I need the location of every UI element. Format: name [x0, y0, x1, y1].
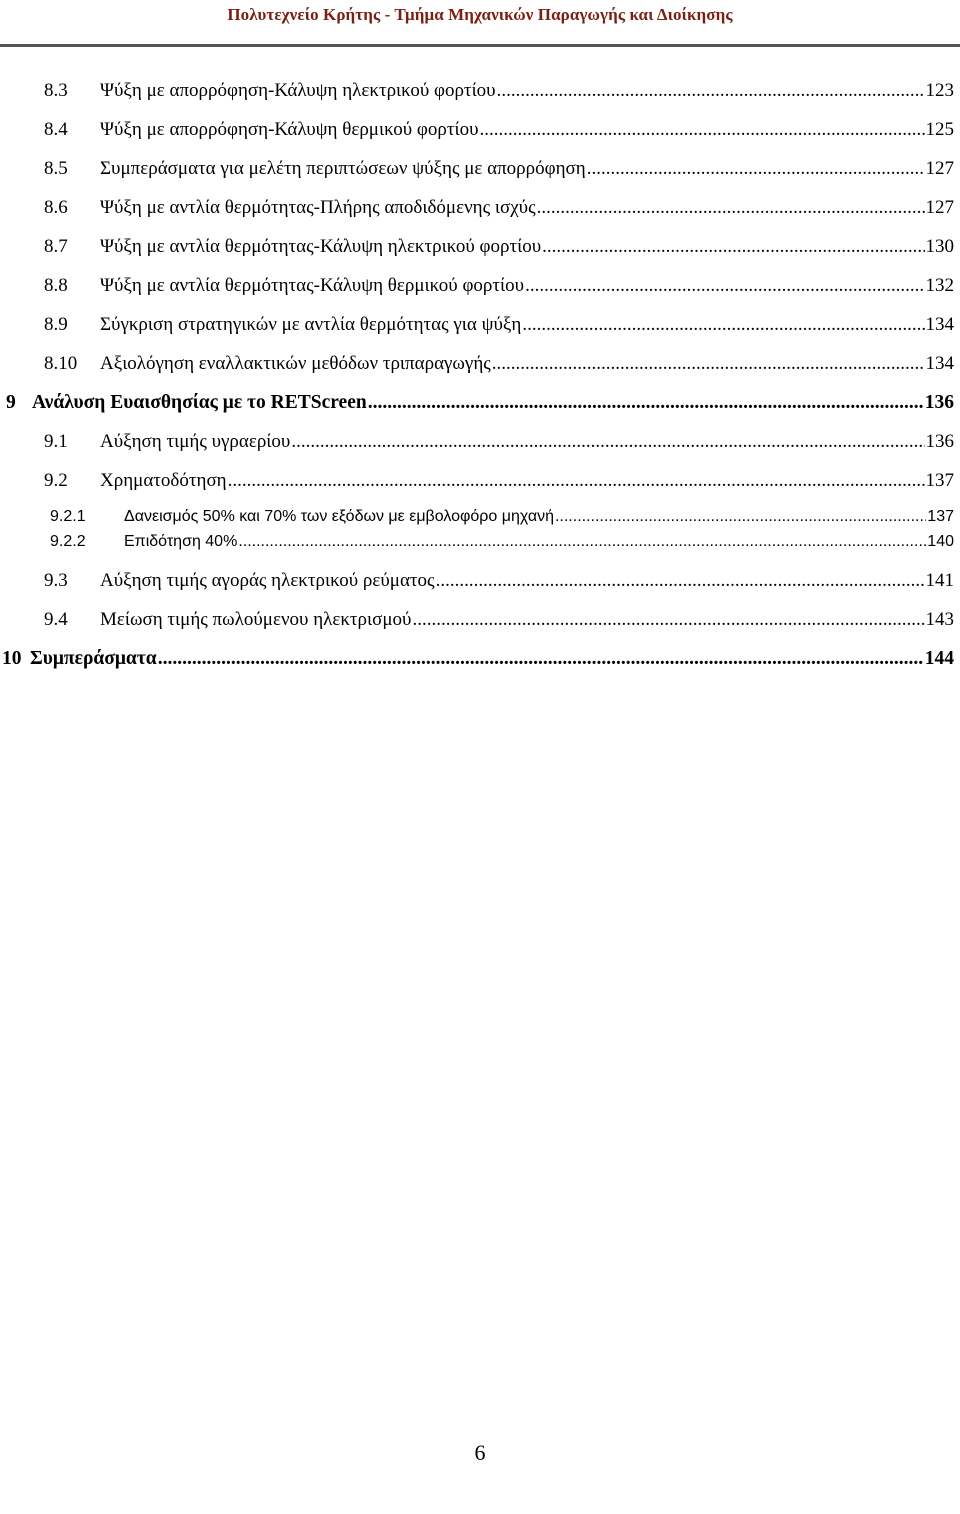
toc-subsection-entry[interactable] [50, 508, 954, 530]
toc-entry-number: 10 [2, 648, 22, 669]
toc-entry[interactable] [44, 236, 954, 260]
toc-entry-label: Επιδότηση 40% [124, 533, 238, 550]
toc-entry-number: 8.7 [44, 236, 68, 257]
toc-entry-number: 8.6 [44, 197, 68, 218]
toc-entry-label: Αξιολόγηση εναλλακτικών μεθόδων τριπαραγωγής [100, 353, 491, 374]
toc-leader-dots [537, 197, 925, 219]
toc-entry-number: 9.4 [44, 609, 68, 630]
toc-entry-label: Ανάλυση Ευαισθησίας με το RETScreen [32, 392, 367, 413]
toc-entry-label: Σύγκριση στρατηγικών με αντλία θερμότητας για ψύξη [100, 314, 522, 335]
toc-entry-page: 127 [925, 197, 954, 218]
toc-leader-dots [291, 431, 924, 453]
toc-entry[interactable] [44, 119, 954, 143]
toc-chapter-entry[interactable] [2, 648, 954, 672]
toc-entry-label: Συμπεράσματα για μελέτη περιπτώσεων ψύξης με απορρόφηση [100, 158, 586, 179]
toc-entry-number: 8.3 [44, 80, 68, 101]
toc-entry-label: Χρηματοδότηση [100, 470, 227, 491]
header-title: Πολυτεχνείο Κρήτης - Τμήμα Μηχανικών Παραγωγής και Διοίκησης [227, 5, 733, 24]
toc-entry-number: 8.9 [44, 314, 68, 335]
toc-entry-number: 9 [6, 392, 16, 413]
toc-leader-dots [228, 470, 925, 492]
toc-entry[interactable] [44, 431, 954, 455]
toc-leader-dots [587, 158, 925, 180]
toc-entry-label: Ψύξη με απορρόφηση-Κάλυψη ηλεκτρικού φορτίου [100, 80, 496, 101]
toc-entry[interactable] [44, 158, 954, 182]
toc-entry-page: 136 [925, 431, 954, 452]
toc-leader-dots [492, 353, 925, 375]
toc-leader-dots [412, 609, 924, 631]
toc-entry-page: 137 [925, 470, 954, 491]
toc-entry-label: Μείωση τιμής πωλούμενου ηλεκτρισμού [100, 609, 412, 630]
toc-entry[interactable] [44, 570, 954, 594]
toc-entry-page: 140 [927, 533, 954, 550]
toc-entry[interactable] [44, 609, 954, 633]
toc-leader-dots [238, 533, 926, 551]
page-header [0, 0, 960, 40]
toc-entry-number: 8.8 [44, 275, 68, 296]
toc-entry-page: 134 [925, 314, 954, 335]
toc-entry-page: 141 [925, 570, 954, 591]
toc-entry[interactable] [44, 197, 954, 221]
toc-entry-page: 132 [925, 275, 954, 296]
toc-entry-number: 9.2 [44, 470, 68, 491]
toc-entry-page: 134 [925, 353, 954, 374]
toc-entry[interactable] [44, 314, 954, 338]
toc-entry-label: Ψύξη με αντλία θερμότητας-Κάλυψη θερμικού φορτίου [100, 275, 525, 296]
toc-leader-dots [368, 392, 924, 414]
toc-entry-page: 125 [925, 119, 954, 140]
toc-entry-page: 137 [927, 508, 954, 525]
toc-entry[interactable] [44, 353, 954, 377]
toc-entry-page: 127 [925, 158, 954, 179]
toc-entry-number: 9.2.2 [50, 533, 86, 550]
toc-entry-page: 136 [924, 392, 954, 413]
toc-entry-label: Ψύξη με απορρόφηση-Κάλυψη θερμικού φορτίου [100, 119, 479, 140]
toc-entry-number: 9.3 [44, 570, 68, 591]
toc-leader-dots [497, 80, 925, 102]
toc-entry-page: 123 [925, 80, 954, 101]
toc-entry-label: Δανεισμός 50% και 70% των εξόδων με εμβολοφόρο μηχανή [124, 508, 554, 525]
toc-entry-number: 8.5 [44, 158, 68, 179]
toc-entry-number: 9.1 [44, 431, 68, 452]
toc-leader-dots [480, 119, 925, 141]
toc-leader-dots [436, 570, 925, 592]
toc-entry-page: 144 [924, 648, 954, 669]
toc-entry-page: 130 [925, 236, 954, 257]
page-number: 6 [474, 1440, 486, 1465]
toc-leader-dots [158, 648, 924, 670]
toc-leader-dots [542, 236, 924, 258]
toc-entry-label: Αύξηση τιμής αγοράς ηλεκτρικού ρεύματος [100, 570, 435, 591]
toc-entry-number: 9.2.1 [50, 508, 86, 525]
toc-entry-label: Ψύξη με αντλία θερμότητας-Κάλυψη ηλεκτρικού φορτίου [100, 236, 542, 257]
toc-entry[interactable] [44, 275, 954, 299]
toc-subsection-entry[interactable] [50, 533, 954, 555]
toc-entry[interactable] [44, 80, 954, 104]
toc-entry-number: 8.10 [44, 353, 78, 374]
toc-leader-dots [555, 508, 926, 526]
toc-entry-page: 143 [925, 609, 954, 630]
toc-entry-number: 8.4 [44, 119, 68, 140]
toc-chapter-entry[interactable] [6, 392, 954, 416]
toc-entry-label: Αύξηση τιμής υγραερίου [100, 431, 291, 452]
toc-entry-label: Ψύξη με αντλία θερμότητας-Πλήρης αποδιδόμενης ισχύς [100, 197, 536, 218]
header-divider [0, 44, 960, 47]
toc-leader-dots [525, 275, 924, 297]
toc-entry-label: Συμπεράσματα [30, 648, 157, 669]
toc-entry[interactable] [44, 470, 954, 494]
toc-leader-dots [522, 314, 924, 336]
